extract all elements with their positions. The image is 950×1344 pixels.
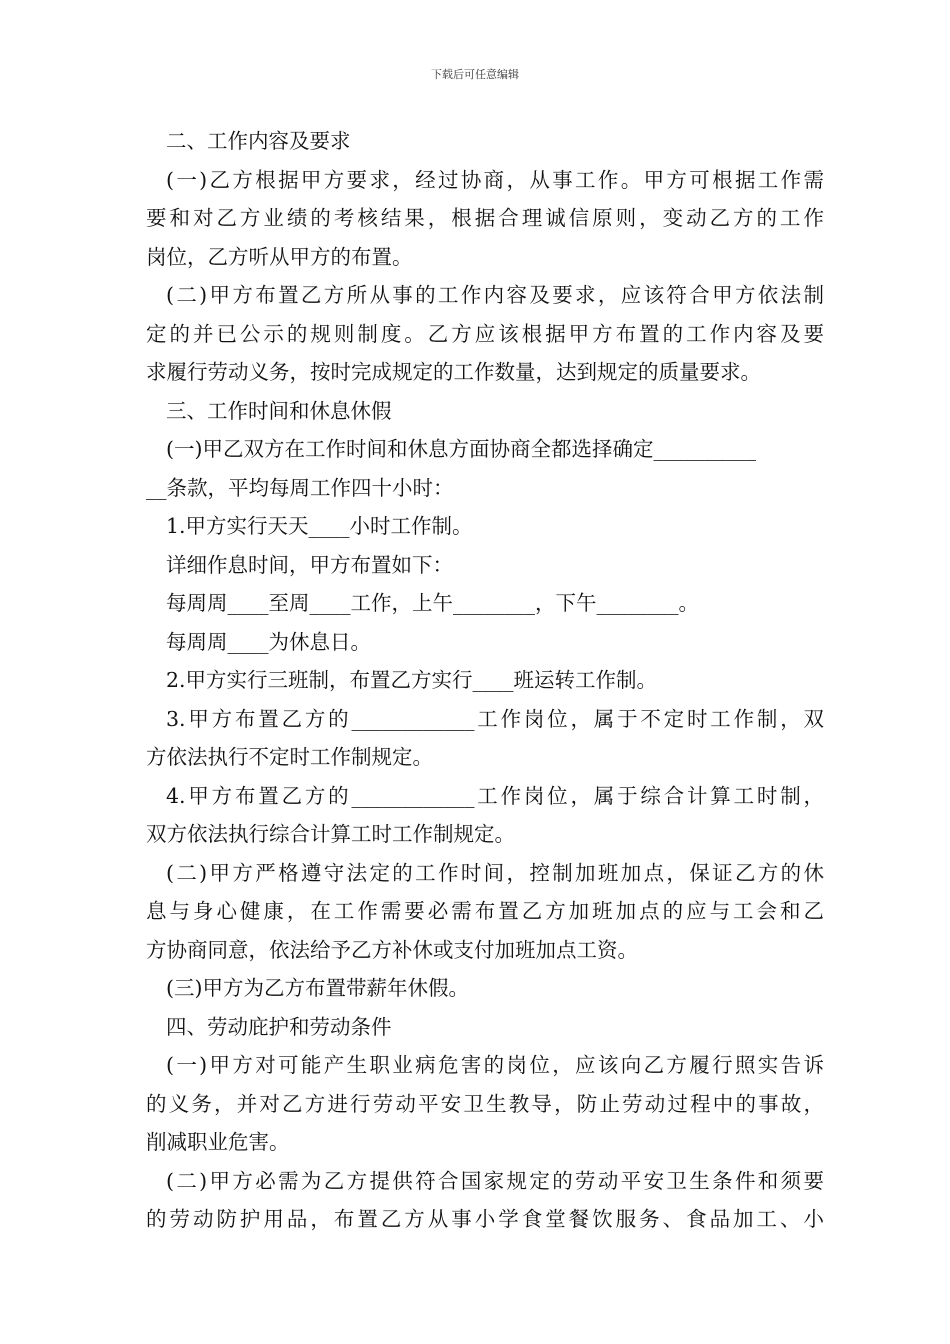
paragraph-line: 的劳动防护用品，布置乙方从事小学食堂餐饮服务、食品加工、小 — [146, 1207, 824, 1231]
paragraph-line: 息与身心健康，在工作需要必需布置乙方加班加点的应与工会和乙 — [146, 899, 824, 923]
paragraph-line: 岗位，乙方听从甲方的布置。 — [146, 244, 413, 269]
paragraph-line: (三)甲方为乙方布置带薪年休假。 — [166, 976, 469, 1000]
paragraph-line: 2.甲方实行三班制，布置乙方实行____班运转工作制。 — [166, 668, 658, 692]
section-heading-work-time: 三、工作时间和休息休假 — [166, 398, 392, 423]
paragraph-line: (二)甲方严格遵守法定的工作时间，控制加班加点，保证乙方的休 — [166, 860, 824, 885]
paragraph-line: 1.甲方实行天天____小时工作制。 — [166, 514, 473, 538]
paragraph-line: (二)甲方必需为乙方提供符合国家规定的劳动平安卫生条件和须要 — [166, 1168, 824, 1193]
paragraph-line: 削减职业危害。 — [146, 1130, 290, 1154]
paragraph-line: 双方依法执行综合计算工时工作制规定。 — [146, 822, 515, 846]
paragraph-line: (二)甲方布置乙方所从事的工作内容及要求，应该符合甲方依法制 — [166, 283, 824, 307]
paragraph-line: 详细作息时间，甲方布置如下： — [166, 552, 453, 577]
paragraph-line: 4.甲方布置乙方的____________工作岗位，属于综合计算工时制， — [166, 783, 824, 808]
paragraph-line: (一)乙方根据甲方要求，经过协商，从事工作。甲方可根据工作需 — [166, 167, 824, 192]
paragraph-line: (一)甲方对可能产生职业病危害的岗位，应该向乙方履行照实告诉 — [166, 1053, 824, 1077]
section-heading-work-content: 二、工作内容及要求 — [166, 129, 351, 153]
paragraph-line: 方协商同意，依法给予乙方补休或支付加班加点工资。 — [146, 937, 638, 962]
paragraph-line: (一)甲乙双方在工作时间和休息方面协商全都选择确定__________ — [166, 437, 756, 461]
paragraph-line: 定的并已公示的规则制度。乙方应该根据甲方布置的工作内容及要 — [146, 321, 824, 346]
paragraph-line: 求履行劳动义务，按时完成规定的工作数量，达到规定的质量要求。 — [146, 360, 761, 384]
paragraph-line: __条款，平均每周工作四十小时： — [146, 475, 454, 500]
paragraph-line: 每周周____为休息日。 — [166, 629, 371, 654]
paragraph-line: 要和对乙方业绩的考核结果，根据合理诚信原则，变动乙方的工作 — [146, 206, 824, 230]
document-body — [146, 122, 824, 1239]
paragraph-line: 每周周____至周____工作，上午________，下午________。 — [166, 591, 699, 615]
paragraph-line: 的义务，并对乙方进行劳动平安卫生教导，防止劳动过程中的事故， — [146, 1091, 824, 1116]
paragraph-line: 3.甲方布置乙方的____________工作岗位，属于不定时工作制，双 — [166, 706, 824, 731]
page-header-note: 下载后可任意编辑 — [431, 68, 519, 81]
section-heading-labor-protection: 四、劳动庇护和劳动条件 — [166, 1014, 392, 1039]
paragraph-line: 方依法执行不定时工作制规定。 — [146, 745, 433, 769]
